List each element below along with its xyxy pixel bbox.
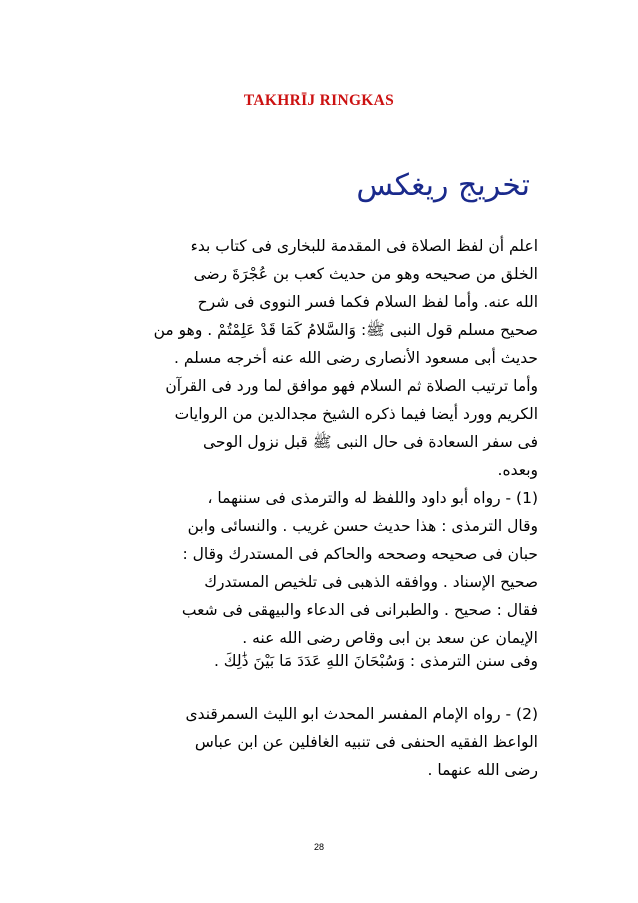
text-line: حبان فى صحيحه وصححه والحاكم فى المستدرك وقال : — [182, 545, 538, 563]
arabic-heading: تخريج ريغكس — [356, 168, 530, 203]
text-line: صحيح مسلم قول النبى ﷺ: وَالسَّلامُ كَمَا قَدْ عَلِمْتُمْ . وهو من — [153, 321, 538, 339]
text-line: رضى الله عنهما . — [427, 761, 538, 779]
text-line: وفى سنن الترمذى : وَسُبْحَانَ اللهِ عَدَدَ مَا بَيْنَ ذَٰلِكَ . — [213, 652, 538, 670]
text-line: فى سفر السعادة فى حال النبى ﷺ قبل نزول الوحى — [202, 433, 538, 451]
page-number: 28 — [313, 842, 324, 852]
text-line: الإيمان عن سعد بن ابى وقاص رضى الله عنه . — [242, 629, 538, 647]
intro-paragraph — [98, 232, 538, 484]
text-line: الواعظ الفقيه الحنفى فى تنبيه الغافلين عن ابن عباس — [194, 733, 538, 751]
text-line: (2) - رواه الإمام المفسر المحدث ابو الليث السمرقندى — [185, 705, 538, 723]
text-line: وقال الترمذى : هذا حديث حسن غريب . والنسائى وابن — [187, 517, 538, 535]
text-line: الله عنه. وأما لفظ السلام فكما فسر النووى فى شرح — [197, 293, 538, 311]
text-line: فقال : صحيح . والطبرانى فى الدعاء والبيهقى فى شعب — [181, 601, 538, 619]
text-line: (1) - رواه أبو داود واللفظ له والترمذى فى سننهما ، — [207, 489, 538, 507]
text-line: صحيح الإسناد . ووافقه الذهبى فى تلخيص المستدرك — [204, 573, 538, 591]
page-title: TAKHRĪJ RINGKAS — [243, 92, 395, 109]
footnote-1-tirmidhi-line — [98, 647, 538, 675]
text-line: الخلق من صحيحه وهو من حديث كعب بن عُجْرَةَ رضى — [193, 265, 538, 283]
text-line: الكريم وورد أيضا فيما ذكره الشيخ مجدالدين من الروايات — [174, 405, 538, 423]
text-line: حديث أبى مسعود الأنصارى رضى الله عنه أخرجه مسلم . — [173, 349, 538, 367]
text-line: وبعده. — [497, 461, 538, 479]
text-line: اعلم أن لفظ الصلاة فى المقدمة للبخارى فى كتاب بدء — [190, 237, 538, 255]
footnote-2 — [98, 700, 538, 784]
footnote-1 — [98, 484, 538, 652]
text-line: وأما ترتيب الصلاة ثم السلام فهو موافق لما ورد فى القرآن — [165, 377, 538, 395]
